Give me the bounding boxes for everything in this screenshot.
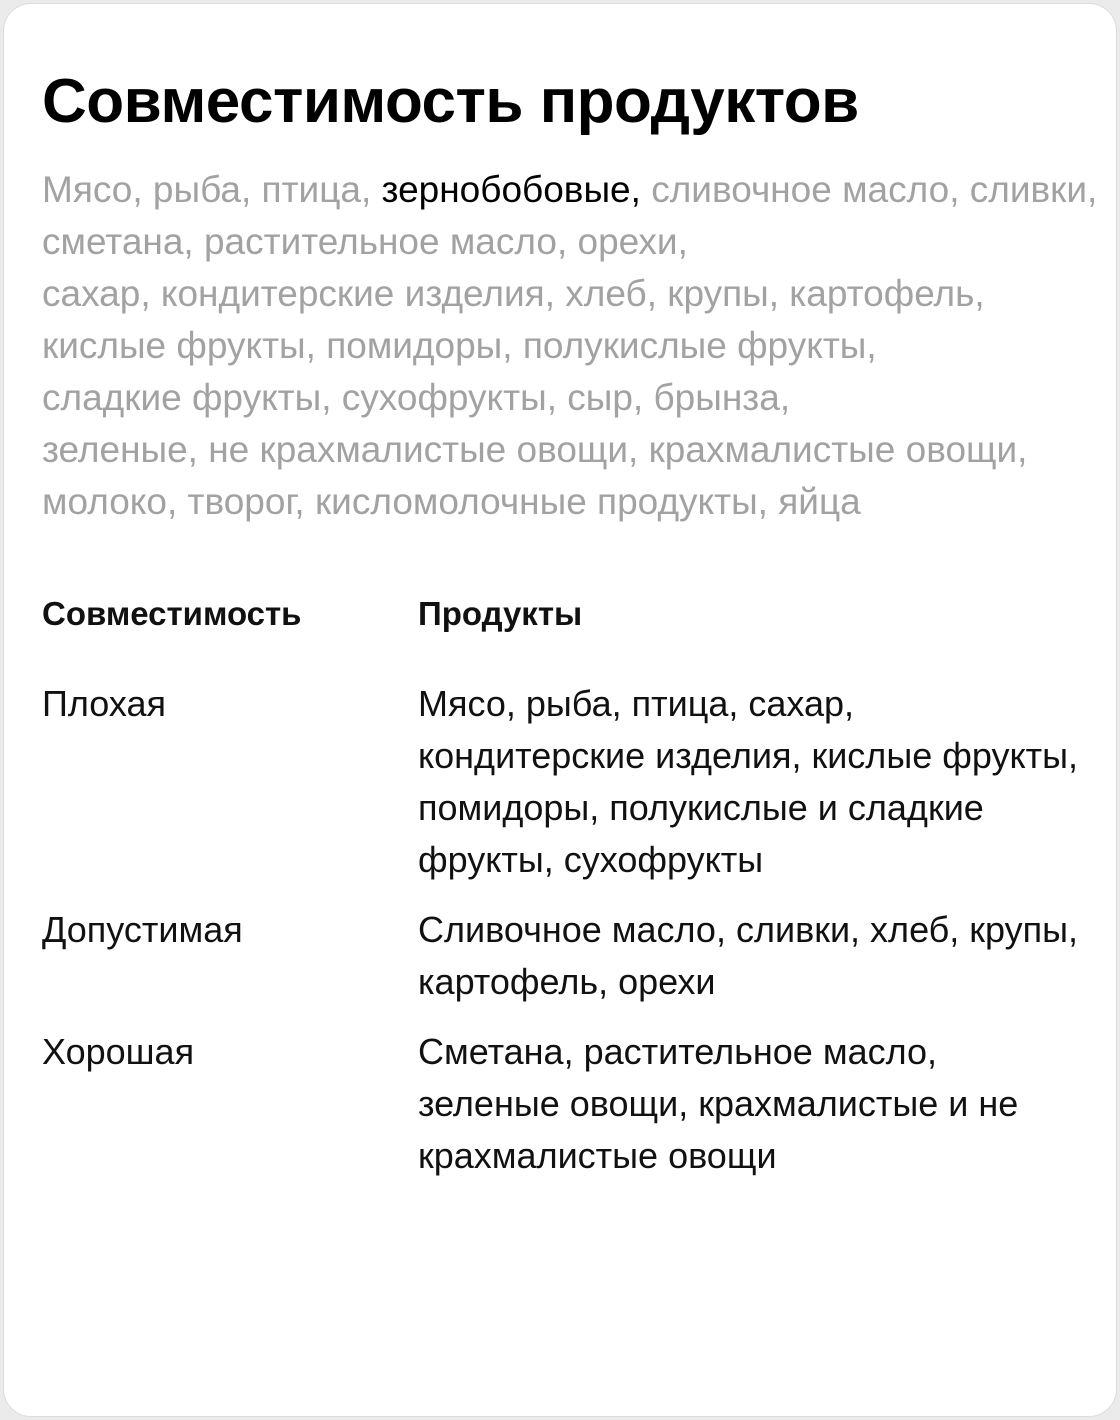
filter-tag[interactable]: сладкие фрукты, сухофрукты [42, 377, 547, 418]
product-filter-list: Мясо, рыба, птица, зернобобовые, сливочное масло, сливки, сметана, растительное масло, орехи, сахар, кондитерские изделия, хлеб, крупы, картофель, кислые фрукты, помидоры, полукислые фрукты, сладкие фрукты, сухофрукты, сыр, брынза, зеленые, не крахмалистые овощи, крахмалистые овощи, молоко, творог, кисломолочные продукты, яйца [42, 169, 1098, 522]
compatibility-card [3, 3, 1117, 1417]
filter-tag[interactable]: крахмалистые овощи [648, 429, 1018, 470]
row-products: Сливочное масло, сливки, хлеб, крупы, картофель, орехи [418, 909, 1079, 1002]
header-products: Продукты [418, 595, 583, 632]
filter-tag[interactable]: орехи [577, 221, 678, 262]
filter-tag[interactable]: хлеб, крупы, картофель [565, 273, 975, 314]
row-compatibility: Хорошая [42, 1031, 195, 1072]
filter-tag[interactable]: полукислые фрукты [522, 325, 867, 366]
filter-tag[interactable]: молоко [42, 481, 167, 522]
row-compatibility: Плохая [42, 683, 167, 724]
table-header [42, 584, 1082, 648]
filter-tag[interactable]: сахар, кондитерские изделия [42, 273, 545, 314]
filter-tag[interactable]: сметана, растительное масло [42, 221, 557, 262]
filter-tag[interactable]: сыр, брынза [567, 377, 780, 418]
row-products: Мясо, рыба, птица, сахар, кондитерские изделия, кислые фрукты, помидоры, полукислые и сладкие фрукты, сухофрукты [418, 683, 1078, 880]
filter-tag[interactable]: зернобобовые [381, 169, 631, 210]
header-compatibility: Совместимость [42, 595, 302, 632]
filter-tag[interactable]: кислые фрукты, помидоры [42, 325, 503, 366]
compatibility-table [42, 584, 1082, 1200]
row-products: Сметана, растительное масло, зеленые овощи, крахмалистые и не крахмалистые овощи [418, 1031, 1019, 1176]
table-body [42, 678, 1082, 1182]
table-row [42, 904, 1082, 1008]
page-title: Совместимость продуктов [42, 67, 859, 136]
table-row [42, 1026, 1082, 1182]
filter-tag[interactable]: сливочное масло, сливки [651, 169, 1088, 210]
filter-tag[interactable]: Мясо, рыба, птица [42, 169, 361, 210]
filter-tag[interactable]: творог, кисломолочные продукты [187, 481, 758, 522]
filter-tag[interactable]: зеленые, не крахмалистые овощи [42, 429, 629, 470]
table-row [42, 678, 1082, 886]
row-compatibility: Допустимая [42, 909, 243, 950]
filter-tag[interactable]: яйца [778, 481, 861, 522]
